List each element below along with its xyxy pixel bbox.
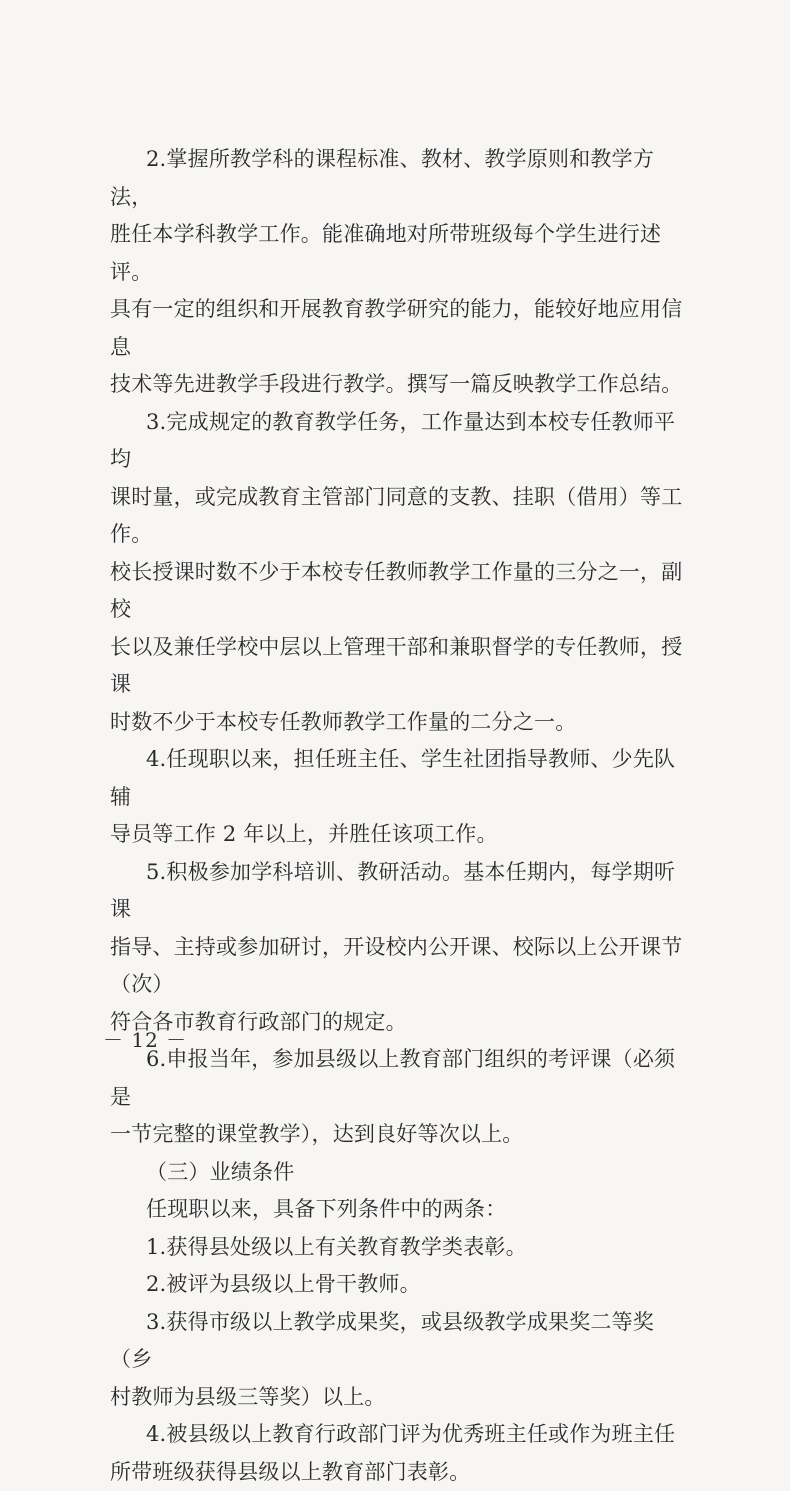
section-heading-performance: （三）业绩条件 bbox=[146, 1159, 295, 1184]
paragraph-item-6: 6.申报当年，参加县级以上教育部门组织的考评课（必须是 一节完整的课堂教学），达到良好等次以上。 bbox=[110, 1047, 676, 1146]
page-number: － 12 － bbox=[103, 1028, 188, 1052]
paragraph-item-5: 5.积极参加学科培训、教研活动。基本任期内，每学期听课 指导、主持或参加研讨，开设校内公开课、校际以上公开课节（次） 符合各市教育行政部门的规定。 bbox=[110, 859, 683, 1034]
paragraph-item-2: 2.掌握所教学科的课程标准、教材、教学原则和教学方法， 胜任本学科教学工作。能准确地对所带班级每个学生进行述评。 具有一定的组织和开展教育教学研究的能力，能较好地应用信息 技术等先进教学手段进行教学。撰写一篇反映教学工作总结。 bbox=[110, 147, 683, 396]
performance-item-2: 2.被评为县级以上骨干教师。 bbox=[146, 1272, 421, 1296]
paragraph-item-3: 3.完成规定的教育教学任务，工作量达到本校专任教师平均 课时量，或完成教育主管部门同意的支教、挂职（借用）等工作。 校长授课时数不少于本校专任教师教学工作量的三分之一，副校 长以及兼任学校中层以上管理干部和兼职督学的专任教师，授课 时数不少于本校专任教师教学工作量的二分之一。 bbox=[110, 409, 683, 734]
paragraph-item-4: 4.任现职以来，担任班主任、学生社团指导教师、少先队辅 导员等工作 2 年以上，并胜任该项工作。 bbox=[110, 747, 676, 846]
performance-item-3: 3.获得市级以上教学成果奖，或县级教学成果奖二等奖（乡 村教师为县级三等奖）以上。 bbox=[110, 1309, 655, 1409]
document-body bbox=[110, 141, 685, 1491]
performance-item-4: 4.被县级以上教育行政部门评为优秀班主任或作为班主任 所带班级获得县级以上教育部门表彰。 bbox=[110, 1422, 676, 1484]
performance-intro: 任现职以来，具备下列条件中的两条： bbox=[146, 1197, 507, 1221]
performance-item-1: 1.获得县处级以上有关教育教学类表彰。 bbox=[146, 1234, 527, 1259]
